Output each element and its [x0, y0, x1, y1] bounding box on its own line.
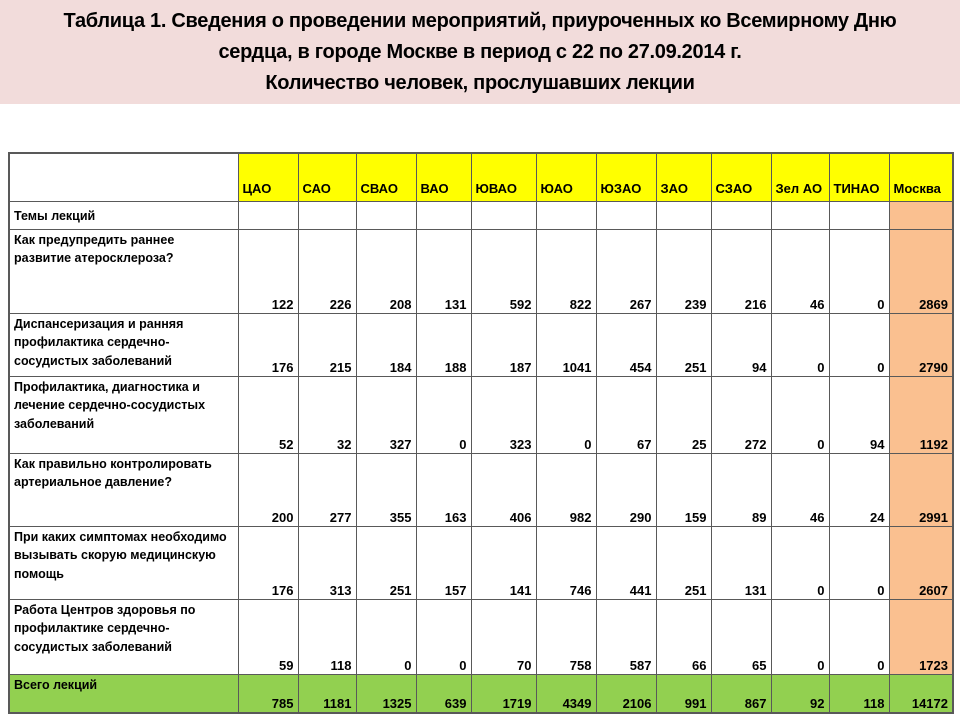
value-cell [656, 201, 711, 229]
value-cell: 215 [298, 313, 356, 376]
total-value-cell: 991 [656, 674, 711, 713]
value-cell: 0 [356, 599, 416, 674]
value-cell: 2607 [889, 526, 953, 599]
value-cell: 46 [771, 453, 829, 526]
total-value-cell: 1719 [471, 674, 536, 713]
value-cell: 70 [471, 599, 536, 674]
column-header-szao: СЗАО [711, 153, 771, 201]
column-header-zao: ЗАО [656, 153, 711, 201]
value-cell [416, 201, 471, 229]
value-cell [829, 201, 889, 229]
value-cell: 323 [471, 376, 536, 453]
value-cell: 141 [471, 526, 536, 599]
column-header-sao: САО [298, 153, 356, 201]
value-cell: 118 [298, 599, 356, 674]
value-cell: 0 [829, 313, 889, 376]
value-cell: 94 [711, 313, 771, 376]
total-value-cell: 1325 [356, 674, 416, 713]
value-cell: 746 [536, 526, 596, 599]
value-cell: 313 [298, 526, 356, 599]
value-cell: 267 [596, 229, 656, 313]
value-cell: 188 [416, 313, 471, 376]
value-cell: 176 [238, 526, 298, 599]
total-value-cell: 1181 [298, 674, 356, 713]
value-cell: 1192 [889, 376, 953, 453]
value-cell: 163 [416, 453, 471, 526]
value-cell: 159 [656, 453, 711, 526]
value-cell: 2790 [889, 313, 953, 376]
value-cell [298, 201, 356, 229]
table-row-prevention-treatment [9, 376, 953, 453]
table-row-atherosclerosis [9, 229, 953, 313]
value-cell: 131 [711, 526, 771, 599]
column-header-vao: ВАО [416, 153, 471, 201]
row-label-prevention-treatment: Профилактика, диагностика и лечение сердечно-сосудистых заболеваний [9, 376, 238, 453]
total-value-cell: 639 [416, 674, 471, 713]
value-cell: 157 [416, 526, 471, 599]
slide-subtitle: Количество человек, прослушавших лекции [265, 71, 695, 94]
total-value-cell: 867 [711, 674, 771, 713]
total-value-cell: 4349 [536, 674, 596, 713]
value-cell: 592 [471, 229, 536, 313]
value-cell: 454 [596, 313, 656, 376]
value-cell: 25 [656, 376, 711, 453]
value-cell: 66 [656, 599, 711, 674]
value-cell: 290 [596, 453, 656, 526]
row-label-health-centers: Работа Центров здоровья по профилактике сердечно-сосудистых заболеваний [9, 599, 238, 674]
value-cell [596, 201, 656, 229]
column-header-cao: ЦАО [238, 153, 298, 201]
value-cell: 184 [356, 313, 416, 376]
value-cell: 251 [356, 526, 416, 599]
value-cell: 216 [711, 229, 771, 313]
value-cell [356, 201, 416, 229]
column-header-tinao: ТИНАО [829, 153, 889, 201]
header-row [9, 153, 953, 201]
column-header-svao: СВАО [356, 153, 416, 201]
total-value-cell: 92 [771, 674, 829, 713]
column-header-zelao: Зел АО [771, 153, 829, 201]
value-cell: 0 [536, 376, 596, 453]
value-cell: 208 [356, 229, 416, 313]
column-header-yuzao: ЮЗАО [596, 153, 656, 201]
totals-label: Всего лекций [9, 674, 238, 713]
value-cell: 406 [471, 453, 536, 526]
value-cell: 982 [536, 453, 596, 526]
value-cell [711, 201, 771, 229]
value-cell: 131 [416, 229, 471, 313]
value-cell: 587 [596, 599, 656, 674]
totals-row [9, 674, 953, 713]
value-cell: 0 [771, 526, 829, 599]
value-cell [471, 201, 536, 229]
total-value-cell: 14172 [889, 674, 953, 713]
total-value-cell: 118 [829, 674, 889, 713]
value-cell: 24 [829, 453, 889, 526]
value-cell: 272 [711, 376, 771, 453]
section-label: Темы лекций [9, 201, 238, 229]
value-cell: 0 [771, 376, 829, 453]
value-cell: 59 [238, 599, 298, 674]
value-cell: 239 [656, 229, 711, 313]
total-value-cell: 2106 [596, 674, 656, 713]
value-cell: 226 [298, 229, 356, 313]
value-cell: 200 [238, 453, 298, 526]
value-cell: 89 [711, 453, 771, 526]
value-cell [771, 201, 829, 229]
value-cell: 0 [771, 313, 829, 376]
total-value-cell: 785 [238, 674, 298, 713]
value-cell: 2991 [889, 453, 953, 526]
value-cell: 277 [298, 453, 356, 526]
value-cell [889, 201, 953, 229]
data-table [8, 152, 954, 714]
value-cell: 327 [356, 376, 416, 453]
table-row-dispensary [9, 313, 953, 376]
row-label-symptoms-ambulance: При каких симптомах необходимо вызывать скорую медицинскую помощь [9, 526, 238, 599]
value-cell [238, 201, 298, 229]
value-cell: 822 [536, 229, 596, 313]
row-label-dispensary: Диспансеризация и ранняя профилактика сердечно-сосудистых заболеваний [9, 313, 238, 376]
value-cell: 176 [238, 313, 298, 376]
value-cell: 0 [416, 599, 471, 674]
table-row-blood-pressure [9, 453, 953, 526]
value-cell: 1041 [536, 313, 596, 376]
value-cell: 1723 [889, 599, 953, 674]
value-cell: 251 [656, 313, 711, 376]
value-cell: 251 [656, 526, 711, 599]
slide-title-block [0, 0, 960, 104]
corner-cell [9, 153, 238, 201]
value-cell [536, 201, 596, 229]
value-cell: 0 [829, 229, 889, 313]
value-cell: 32 [298, 376, 356, 453]
value-cell: 0 [771, 599, 829, 674]
value-cell: 0 [829, 526, 889, 599]
value-cell: 0 [416, 376, 471, 453]
value-cell: 0 [829, 599, 889, 674]
value-cell: 94 [829, 376, 889, 453]
section-row [9, 201, 953, 229]
value-cell: 46 [771, 229, 829, 313]
value-cell: 67 [596, 376, 656, 453]
column-header-yuvao: ЮВАО [471, 153, 536, 201]
row-label-atherosclerosis: Как предупредить раннее развитие атеросклероза? [9, 229, 238, 313]
value-cell: 441 [596, 526, 656, 599]
value-cell: 758 [536, 599, 596, 674]
table-row-symptoms-ambulance [9, 526, 953, 599]
value-cell: 52 [238, 376, 298, 453]
column-header-yuao: ЮАО [536, 153, 596, 201]
row-label-blood-pressure: Как правильно контролировать артериальное давление? [9, 453, 238, 526]
value-cell: 122 [238, 229, 298, 313]
value-cell: 2869 [889, 229, 953, 313]
value-cell: 65 [711, 599, 771, 674]
value-cell: 187 [471, 313, 536, 376]
table-row-health-centers [9, 599, 953, 674]
slide-title: Таблица 1. Сведения о проведении мероприятий, приуроченных ко Всемирному Дню сердца, в городе Москве в период с 22 по 27.09.2014 г. [63, 9, 897, 63]
value-cell: 355 [356, 453, 416, 526]
column-header-moscow: Москва [889, 153, 953, 201]
